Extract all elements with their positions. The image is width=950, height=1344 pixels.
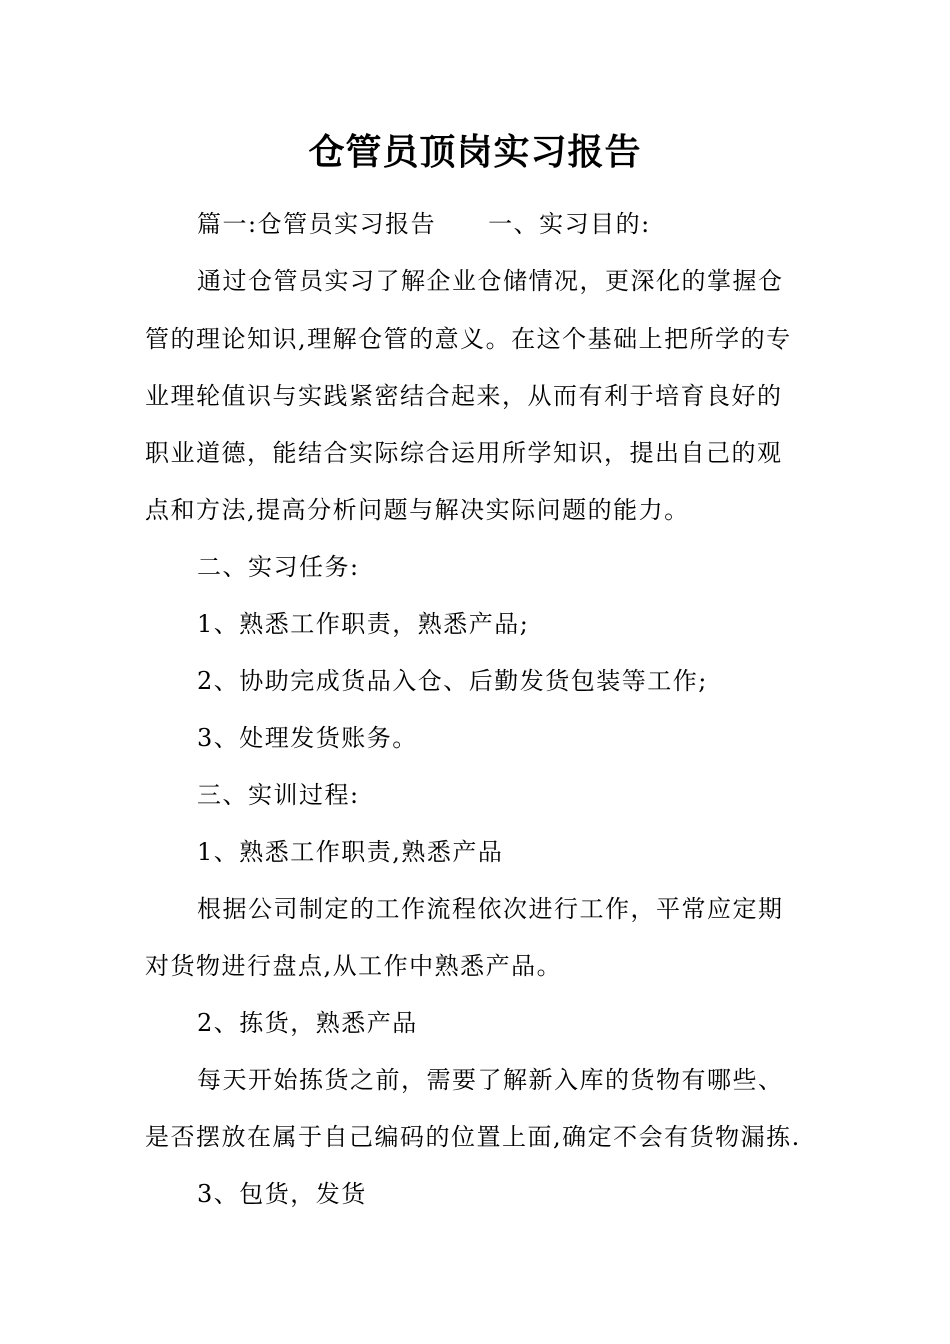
paragraph-line: 职业道德，能结合实际综合运用所学知识，提出自己的观 (145, 439, 783, 467)
list-item: 2、协助完成货品入仓、后勤发货包装等工作; (197, 667, 708, 695)
paragraph-line: 点和方法,提高分析问题与解决实际问题的能力。 (145, 496, 690, 524)
sub-heading: 2、拣货，熟悉产品 (197, 1009, 418, 1037)
section-heading: 二、实习任务: (197, 553, 360, 581)
paragraph-line: 对货物进行盘点,从工作中熟悉产品。 (145, 952, 563, 980)
section-heading: 三、实训过程: (197, 781, 360, 809)
paragraph-line: 管的理论知识,理解仓管的意义。在这个基础上把所学的专 (145, 325, 792, 353)
section-heading-part1: 篇一:仓管员实习报告 (197, 210, 437, 238)
paragraph-line: 每天开始拣货之前，需要了解新入库的货物有哪些、 (197, 1066, 784, 1094)
paragraph-line: 根据公司制定的工作流程依次进行工作，平常应定期 (197, 895, 784, 923)
list-item: 1、熟悉工作职责，熟悉产品; (197, 610, 530, 638)
section-heading-part2: 一、实习目的: (488, 210, 651, 238)
paragraph-line: 业理轮值识与实践紧密结合起来，从而有利于培育良好的 (145, 382, 783, 410)
sub-heading: 3、包货，发货 (197, 1180, 367, 1208)
paragraph-line (197, 207, 810, 241)
list-item: 3、处理发货账务。 (197, 724, 418, 752)
document-title: 仓管员顶岗实习报告 (308, 131, 642, 173)
paragraph-line: 通过仓管员实习了解企业仓储情况，更深化的掌握仓 (197, 267, 784, 295)
paragraph-line: 是否摆放在属于自己编码的位置上面,确定不会有货物漏拣. (145, 1123, 801, 1151)
sub-heading: 1、熟悉工作职责,熟悉产品 (197, 838, 504, 866)
